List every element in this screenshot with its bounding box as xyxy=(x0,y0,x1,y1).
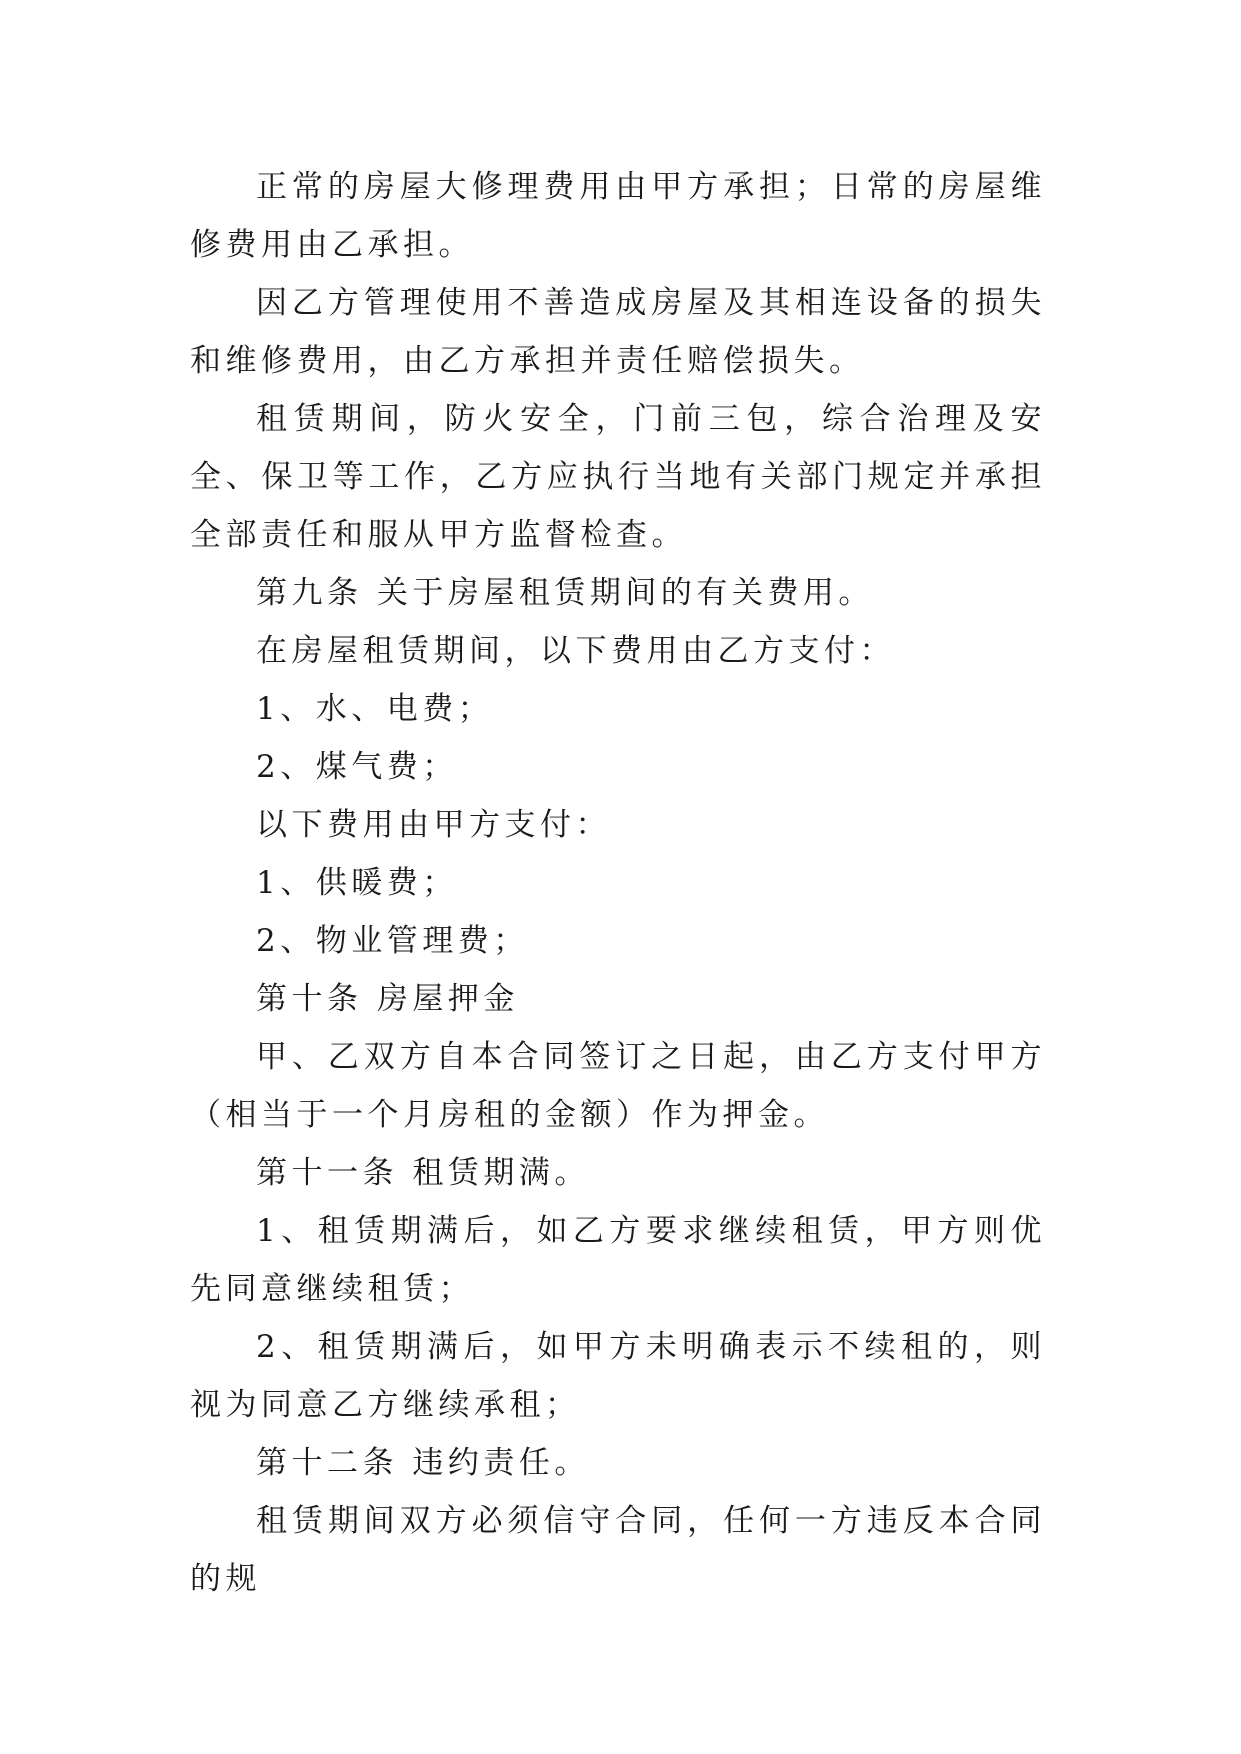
paragraph-tenant-pays: 在房屋租赁期间，以下费用由乙方支付： xyxy=(256,633,895,669)
list-item-water-electricity: 1、水、电费； xyxy=(256,691,494,727)
list-item-renewal-default: 2、租赁期满后，如甲方未明确表示不续租的，则视为同意乙方继续承租； xyxy=(190,1329,1046,1423)
paragraph-safety-duties: 租赁期间，防火安全，门前三包，综合治理及安全、保卫等工作，乙方应执行当地有关部门规定并承担全部责任和服从甲方监督检查。 xyxy=(190,401,1046,553)
paragraph-damage-liability: 因乙方管理使用不善造成房屋及其相连设备的损失和维修费用，由乙方承担并责任赔偿损失。 xyxy=(190,285,1046,379)
document-page xyxy=(190,158,1046,1608)
list-item-heating: 1、供暖费； xyxy=(256,865,458,901)
article-11-heading: 第十一条 租赁期满。 xyxy=(256,1155,590,1191)
list-item-renewal-priority: 1、租赁期满后，如乙方要求继续租赁，甲方则优先同意继续租赁； xyxy=(190,1213,1046,1307)
paragraph-deposit: 甲、乙双方自本合同签订之日起，由乙方支付甲方（相当于一个月房租的金额）作为押金。 xyxy=(190,1039,1046,1133)
list-item-property-management: 2、物业管理费； xyxy=(256,923,529,959)
paragraph-breach-terms: 租赁期间双方必须信守合同，任何一方违反本合同的规 xyxy=(190,1503,1046,1597)
paragraph-repair-costs: 正常的房屋大修理费用由甲方承担；日常的房屋维修费用由乙承担。 xyxy=(190,169,1046,263)
article-9-heading: 第九条 关于房屋租赁期间的有关费用。 xyxy=(256,575,874,611)
article-10-heading: 第十条 房屋押金 xyxy=(256,981,519,1017)
paragraph-landlord-pays: 以下费用由甲方支付： xyxy=(256,807,611,843)
article-12-heading: 第十二条 违约责任。 xyxy=(256,1445,590,1481)
list-item-gas: 2、煤气费； xyxy=(256,749,458,785)
